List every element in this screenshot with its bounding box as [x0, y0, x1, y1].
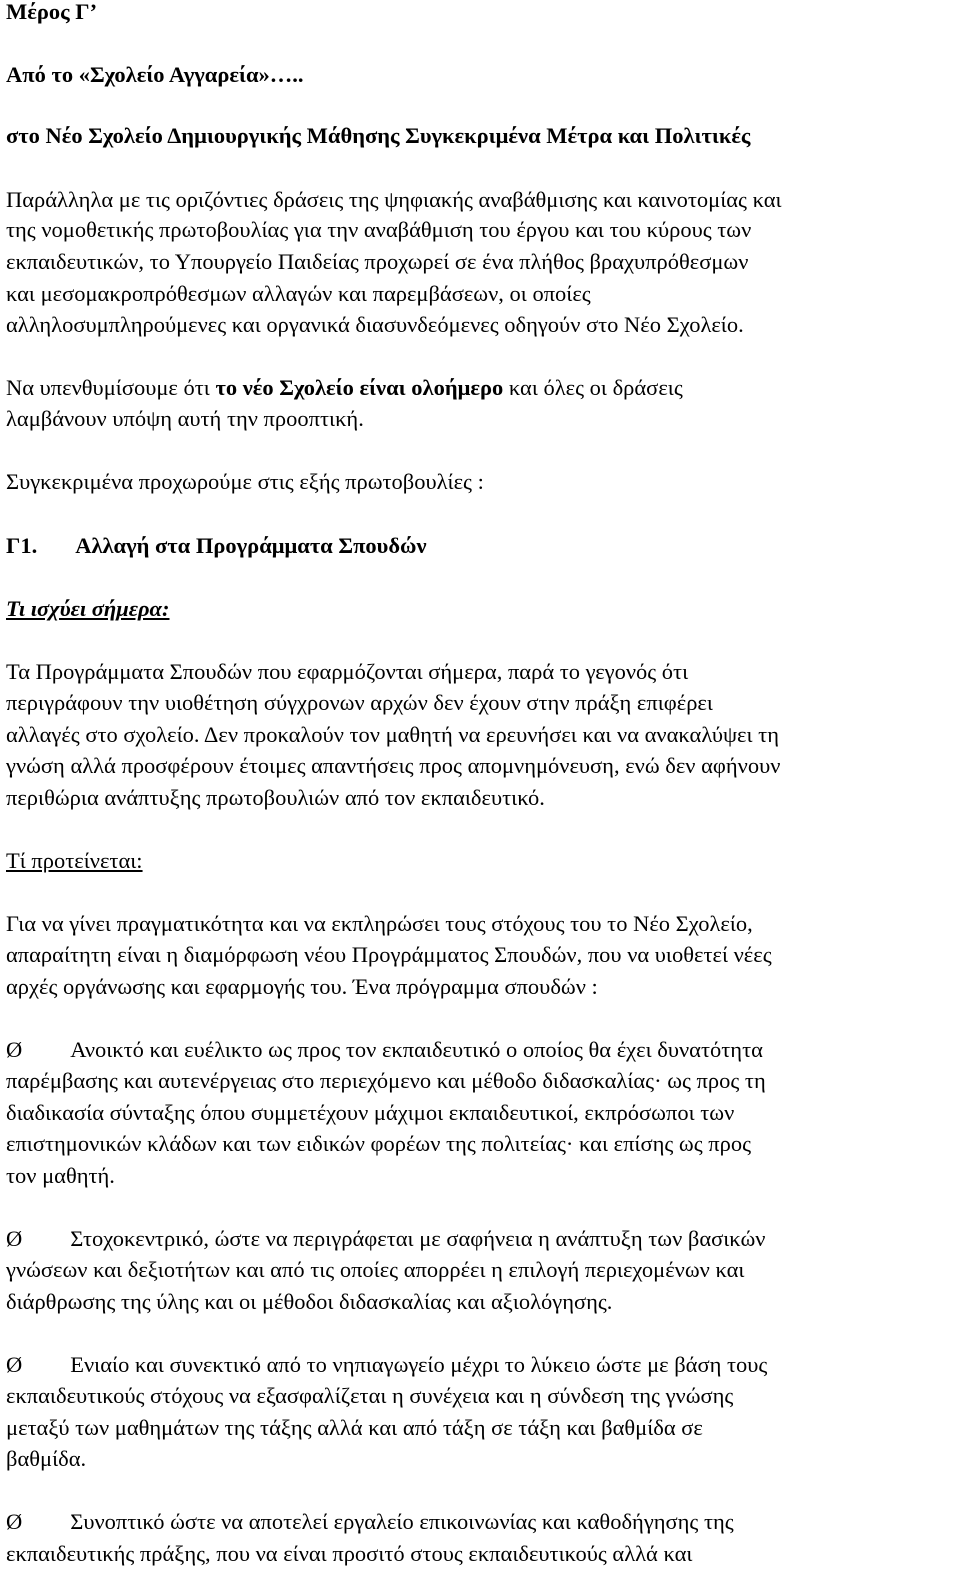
bullet-item: [6, 1508, 734, 1536]
proposed-line: απαραίτητη είναι η διαμόρφωση νέου Προγράμματος Σπουδών, που να υιοθετεί νέες: [6, 942, 772, 967]
initiatives-intro: Συγκεκριμένα προχωρούμε στις εξής πρωτοβουλίες :: [6, 469, 484, 494]
bullet-item: [6, 1351, 767, 1379]
proposed-line: Για να γίνει πραγματικότητα και να εκπληρώσει τους στόχους του το Νέο Σχολείο,: [6, 911, 753, 936]
current-line: γνώση αλλά προσφέρουν έτοιμες απαντήσεις προς απομνημόνευση, ενώ δεν αφήνουν: [6, 753, 781, 778]
bullet-text-line: παρέμβασης και αυτενέργειας στο περιεχόμενο και μέθοδο διδασκαλίας· ως προς τη: [6, 1068, 766, 1093]
proposed-heading: Τί προτείνεται:: [6, 848, 143, 873]
bullet-marker: Ø: [6, 1509, 23, 1534]
bullet-text-line: εκπαιδευτικούς στόχους να εξασφαλίζεται η συνέχεια και η σύνδεση της γνώσης: [6, 1383, 734, 1408]
bullet-text-line: διαδικασία σύνταξης όπου συμμετέχουν μάχιμοι εκπαιδευτικοί, εκπρόσωποι των: [6, 1100, 735, 1125]
part-title: Μέρος Γ’: [6, 0, 98, 24]
intro-line: εκπαιδευτικών, το Υπουργείο Παιδείας προχωρεί σε ένα πλήθος βραχυπρόθεσμων: [6, 249, 749, 274]
bullet-marker: Ø: [6, 1226, 23, 1251]
current-line: περιθώρια ανάπτυξης πρωτοβουλιών από τον εκπαιδευτικό.: [6, 785, 545, 810]
intro-line: Παράλληλα με τις οριζόντιες δράσεις της ψηφιακής αναβάθμισης και καινοτομίας και: [6, 187, 782, 212]
bullet-marker: Ø: [6, 1037, 23, 1062]
bullet-text-line: τον μαθητή.: [6, 1163, 115, 1188]
bullet-text: Ενιαίο και συνεκτικό από το νηπιαγωγείο μέχρι το λύκειο ώστε με βάση τους: [70, 1352, 768, 1377]
bullet-item: [6, 1036, 763, 1064]
section-number: Γ1.: [6, 533, 38, 558]
bullet-text: Στοχοκεντρικό, ώστε να περιγράφεται με σαφήνεια η ανάπτυξη των βασικών: [70, 1226, 766, 1251]
reminder-line-2: λαμβάνουν υπόψη αυτή την προοπτική.: [6, 406, 364, 431]
bullet-item: [6, 1225, 765, 1253]
current-line: περιγράφουν την υιοθέτηση σύγχρονων αρχών δεν έχουν στην πράξη επιφέρει: [6, 690, 713, 715]
bullet-text-line: επιστημονικών κλάδων και των ειδικών φορέων της πολιτείας· και επίσης ως προς: [6, 1131, 752, 1156]
bullet-marker: Ø: [6, 1352, 23, 1377]
current-line: αλλαγές στο σχολείο. Δεν προκαλούν τον μαθητή να ερευνήσει και να ανακαλύψει τη: [6, 722, 779, 747]
bullet-text: Ανοικτό και ευέλικτο ως προς τον εκπαιδευτικό ο οποίος θα έχει δυνατότητα: [70, 1037, 763, 1062]
subtitle-to: στο Νέο Σχολείο Δημιουργικής Μάθησης Συγκεκριμένα Μέτρα και Πολιτικές: [6, 123, 751, 148]
subtitle-from: Από το «Σχολείο Αγγαρεία»…..: [6, 62, 304, 87]
intro-line: αλληλοσυμπληρούμενες και οργανικά διασυνδεόμενες οδηγούν στο Νέο Σχολείο.: [6, 312, 744, 337]
bullet-text-line: εκπαιδευτικής πράξης, που να είναι προσιτό στους εκπαιδευτικούς αλλά και: [6, 1541, 693, 1566]
bullet-text-line: διάρθρωσης της ύλης και οι μέθοδοι διδασκαλίας και αξιολόγησης.: [6, 1289, 613, 1314]
current-line: Τα Προγράμματα Σπουδών που εφαρμόζονται σήμερα, παρά το γεγονός ότι: [6, 659, 689, 684]
section-title: Αλλαγή στα Προγράμματα Σπουδών: [75, 533, 427, 558]
section-heading: [6, 532, 427, 560]
reminder-bold: το νέο Σχολείο είναι ολοήμερο: [215, 375, 504, 400]
intro-line: της νομοθετικής πρωτοβουλίας για την αναβάθμιση του έργου και του κύρους των: [6, 217, 752, 242]
reminder-post: και όλες οι δράσεις: [503, 375, 683, 400]
reminder-line: [6, 374, 683, 402]
bullet-text: Συνοπτικό ώστε να αποτελεί εργαλείο επικοινωνίας και καθοδήγησης της: [70, 1509, 734, 1534]
current-heading: Τι ισχύει σήμερα:: [6, 596, 170, 621]
bullet-text-line: γνώσεων και δεξιοτήτων και από τις οποίες απορρέει η επιλογή περιεχομένων και: [6, 1257, 745, 1282]
bullet-text-line: μεταξύ των μαθημάτων της τάξης αλλά και από τάξη σε τάξη και βαθμίδα σε: [6, 1415, 703, 1440]
intro-line: και μεσομακροπρόθεσμων αλλαγών και παρεμβάσεων, οι οποίες: [6, 281, 591, 306]
reminder-pre: Να υπενθυμίσουμε ότι: [6, 375, 216, 400]
proposed-line: αρχές οργάνωσης και εφαρμογής του. Ένα πρόγραμμα σπουδών :: [6, 974, 598, 999]
bullet-text-line: βαθμίδα.: [6, 1446, 87, 1471]
